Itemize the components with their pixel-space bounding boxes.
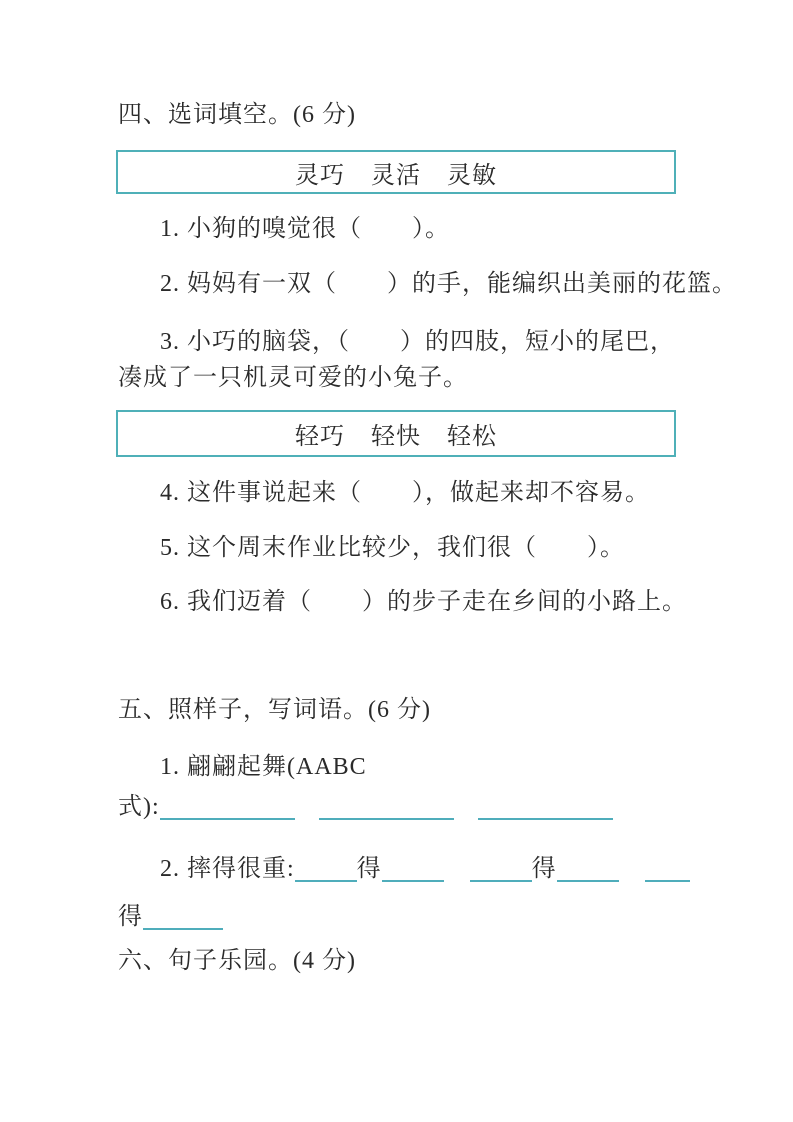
- question-line: 2. 妈妈有一双（ ）的手，能编织出美丽的花篮。: [160, 271, 737, 297]
- question-line: [118, 898, 676, 932]
- question-label: 2. 摔得很重:: [160, 856, 295, 882]
- question-line: 1. 翩翩起舞(AABC: [160, 754, 367, 780]
- question-line: [118, 788, 676, 822]
- section-4-title: 四、选词填空。(6 分): [118, 102, 356, 128]
- connector-word: 得: [531, 856, 557, 882]
- connector-word: 得: [356, 856, 382, 882]
- answer-blank-line: [319, 788, 454, 820]
- word-bank-word: 灵敏: [447, 162, 497, 189]
- word-bank-box-1: [116, 150, 676, 194]
- word-bank-word: 灵活: [371, 162, 421, 189]
- question-line: 5. 这个周末作业比较少，我们很（ ）。: [160, 535, 625, 561]
- question-line: 4. 这件事说起来（ ），做起来却不容易。: [160, 480, 650, 506]
- section-6-title: 六、句子乐园。(4 分): [118, 948, 356, 974]
- answer-blank-line: [295, 850, 357, 882]
- word-bank-word: 轻松: [447, 424, 497, 450]
- answer-blank-line: [557, 850, 619, 882]
- word-bank-box-2: [116, 410, 676, 457]
- connector-word: 得: [118, 904, 143, 930]
- question-line: [118, 850, 718, 884]
- answer-blank-line: [645, 850, 690, 882]
- word-bank-word: 轻快: [371, 424, 421, 450]
- question-line: 1. 小狗的嗅觉很（ ）。: [160, 216, 450, 242]
- answer-blank-line: [160, 788, 295, 820]
- answer-blank-line: [478, 788, 613, 820]
- question-line: 6. 我们迈着（ ）的步子走在乡间的小路上。: [160, 589, 687, 615]
- answer-blank-line: [470, 850, 532, 882]
- question-label: 式):: [118, 794, 160, 820]
- word-bank-word: 轻巧: [295, 424, 345, 450]
- question-line: 3. 小巧的脑袋，（ ）的四肢，短小的尾巴，凑成了一只机灵可爱的小兔子。: [118, 329, 675, 391]
- section-5-title: 五、照样子，写词语。(6 分): [118, 697, 431, 723]
- answer-blank-line: [143, 898, 223, 930]
- answer-blank-line: [382, 850, 444, 882]
- word-bank-word: 灵巧: [295, 162, 345, 189]
